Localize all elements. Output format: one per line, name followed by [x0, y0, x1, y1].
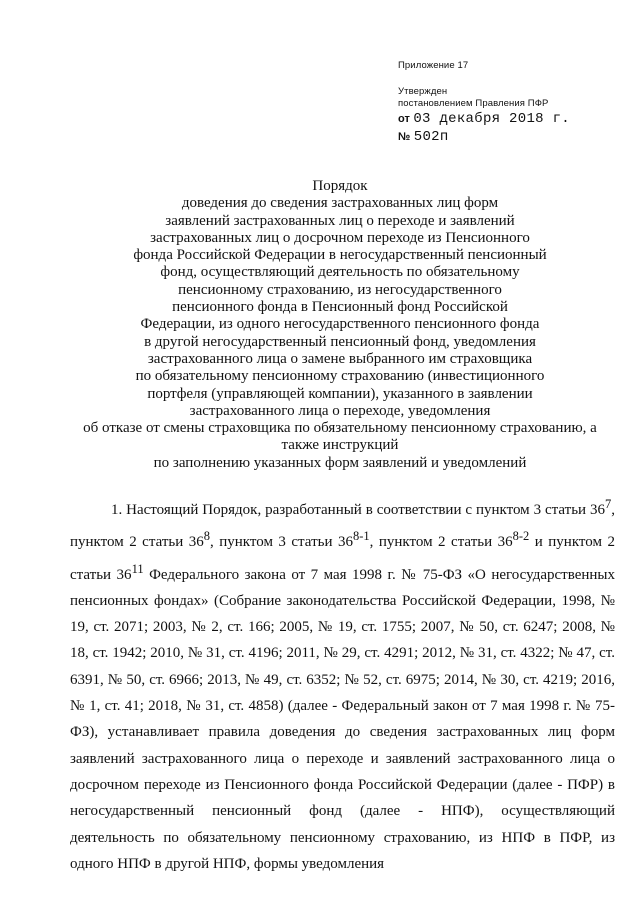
title-line: фонда Российской Федерации в негосударственный пенсионный [133, 247, 547, 264]
number-prefix: № [398, 131, 411, 143]
date-prefix: от [398, 113, 410, 125]
superscript: 7 [605, 497, 612, 511]
title-line: об отказе от смены страховщика по обязательному пенсионному страхованию, а [83, 420, 597, 437]
title-line: пенсионному страхованию, из негосударственного [178, 281, 502, 298]
approval-date-line [398, 110, 618, 128]
title-line: пенсионного фонда в Пенсионный фонд Российской [172, 299, 508, 316]
p1-text-4: , пунктом 2 статьи 36 [369, 534, 513, 551]
title-line: портфеля (управляющей компании), указанного в заявлении [147, 385, 533, 402]
title-line: по заполнению указанных форм заявлений и уведомлений [153, 454, 527, 471]
approved-by: постановлением Правления ПФР [398, 98, 549, 109]
title-line: Федерации, из одного негосударственного пенсионного фонда [140, 316, 540, 333]
title-line: также инструкций [281, 437, 399, 454]
superscript: 8 [203, 529, 210, 544]
title-line: фонд, осуществляющий деятельность по обязательному [160, 264, 520, 281]
appendix-number: Приложение 17 [398, 60, 469, 71]
document-title [40, 178, 640, 472]
title-line: застрахованного лица о замене выбранного им страховщика [147, 350, 533, 367]
approved-label: Утвержден [398, 86, 448, 97]
approval-number-line [398, 128, 618, 146]
title-line: доведения до сведения застрахованных лиц форм [181, 195, 499, 212]
approval-date: 03 декабря 2018 г. [413, 111, 570, 127]
approval-number: 502п [413, 129, 449, 145]
document-body [70, 491, 615, 877]
title-line: по обязательному пенсионному страхованию (инвестиционного [135, 368, 545, 385]
title-line: Порядок [312, 178, 368, 194]
title-line: застрахованного лица о переходе, уведомления [189, 402, 491, 419]
p1-text-1: 1. Настоящий Порядок, разработанный в соответствии с пунктом 3 статьи 36 [111, 502, 605, 518]
title-line: заявлений застрахованных лиц о переходе и заявлений [165, 212, 515, 229]
p1-text-5: и пунктом 2 статьи 36 [70, 534, 615, 583]
superscript: 11 [131, 561, 144, 576]
paragraph-1 [70, 491, 615, 877]
superscript: 8-2 [512, 529, 530, 544]
title-line: в другой негосударственный пенсионный фонд, уведомления [144, 333, 536, 350]
p1-text-2: , пунктом 2 статьи 36 [70, 502, 615, 551]
p1-text-3: , пунктом 3 статьи 36 [210, 534, 353, 551]
superscript: 8-1 [352, 529, 370, 544]
appendix-header [398, 60, 618, 146]
title-line: застрахованных лиц о досрочном переходе из Пенсионного [150, 229, 530, 246]
p1-text-6: Федерального закона от 7 мая 1998 г. № 75-ФЗ «О негосударственных пенсионных фондах» (Собрание законодательства Российской Федерации, 1998, № 19, ст. 2071; 2003, № 2, ст. 166; 2005, № 19, ст. 1755; 2007, № 50, ст. 6247; 2008, № 18, ст. 1942; 2010, № 31, ст. 4196; 2011, № 29, ст. 4291; 2012, № 31, ст. 4322; № 47, ст. 6391, № 50, ст. 6966; 2013, № 49, ст. 6352; № 52, ст. 6975; 2014, № 30, ст. 4219; 2016, № 1, ст. 41; 2018, № 31, ст. 4858) (далее - Федеральный закон от 7 мая 1998 г. № 75-ФЗ), устанавливает правила доведения до сведения застрахованных лиц форм заявлений застрахованного лица о переходе и заявлений застрахованного лица о досрочном переходе из Пенсионного фонда Российской Федерации (далее - ПФР) в негосударственный пенсионный фонд (далее - НПФ), осуществляющий деятельность по обязательному пенсионному страхованию, из НПФ в ПФР, из одного НПФ в другой НПФ, формы уведомления [70, 566, 615, 872]
